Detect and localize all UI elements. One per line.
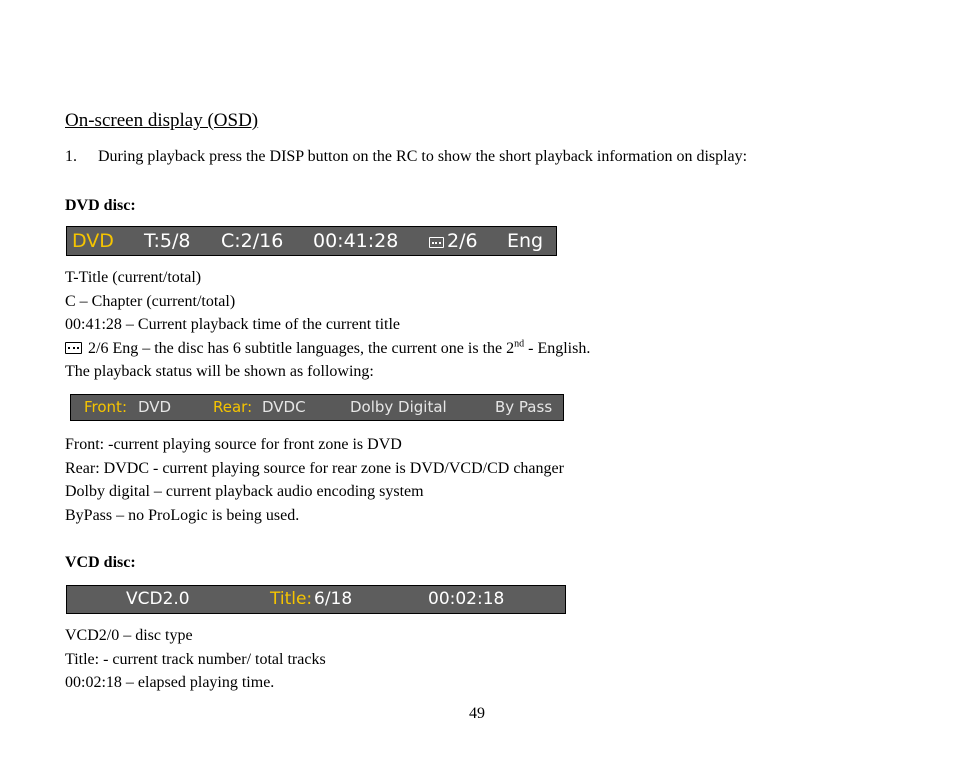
status-explanations <box>65 433 564 527</box>
explanation-line: VCD2/0 – disc type <box>65 627 193 644</box>
osd-disc-type: VCD2.0 <box>126 589 190 609</box>
explanation-line: Title: - current track number/ total tracks <box>65 650 326 668</box>
osd-time: 00:41:28 <box>313 230 399 252</box>
osd-time: 00:02:18 <box>428 589 505 609</box>
subtitle-icon <box>65 342 82 354</box>
section-title: On-screen display (OSD) <box>65 110 259 131</box>
explanation-line: C – Chapter (current/total) <box>65 292 236 310</box>
osd-title-value: 6/18 <box>314 589 353 609</box>
osd-audio-format: Dolby Digital <box>350 398 447 416</box>
vcd-osd-bar <box>66 585 566 614</box>
dvd-osd-bar <box>66 226 557 256</box>
osd-rear-value: DVDC <box>262 398 306 416</box>
explanation-line: ByPass – no ProLogic is being used. <box>65 506 300 524</box>
osd-disc-type: DVD <box>72 230 114 252</box>
osd-prologic-mode: By Pass <box>495 398 553 416</box>
osd-title-label: Title: <box>270 589 313 609</box>
osd-subtitle <box>429 227 478 255</box>
explanation-line: 00:02:18 – elapsed playing time. <box>65 674 275 692</box>
page-number: 49 <box>469 705 485 722</box>
subtitle-explanation: 2/6 Eng – the disc has 6 subtitle languages, the current one is the 2nd - English. <box>65 337 590 361</box>
osd-front-value: DVD <box>138 398 172 416</box>
osd-subtitle-count: 2/6 <box>447 230 478 252</box>
dvd-heading: DVD disc: <box>65 197 136 214</box>
step-number: 1. <box>65 148 77 165</box>
subtitle-icon <box>429 237 444 248</box>
osd-chapter-count: C:2/16 <box>221 230 284 252</box>
vcd-heading: VCD disc: <box>65 554 136 571</box>
explanation-line: T-Title (current/total) <box>65 269 202 286</box>
status-intro: The playback status will be shown as following: <box>65 363 374 381</box>
explanation-line: Dolby digital – current playback audio encoding system <box>65 483 424 501</box>
osd-front-label: Front: <box>84 398 127 416</box>
explanation-line: Rear: DVDC - current playing source for rear zone is DVD/VCD/CD changer <box>65 459 564 477</box>
explanation-line: Front: -current playing source for front zone is DVD <box>65 436 402 453</box>
osd-language: Eng <box>507 230 544 252</box>
status-osd-bar <box>70 394 564 421</box>
dvd-explanations <box>65 266 590 384</box>
step-text: During playback press the DISP button on the RC to show the short playback information on display: <box>98 148 748 165</box>
explanation-line: 00:41:28 – Current playback time of the current title <box>65 316 401 334</box>
osd-rear-label: Rear: <box>213 398 253 416</box>
osd-title-count: T:5/8 <box>144 230 191 252</box>
vcd-explanations <box>65 624 326 695</box>
instruction-step <box>65 147 747 167</box>
